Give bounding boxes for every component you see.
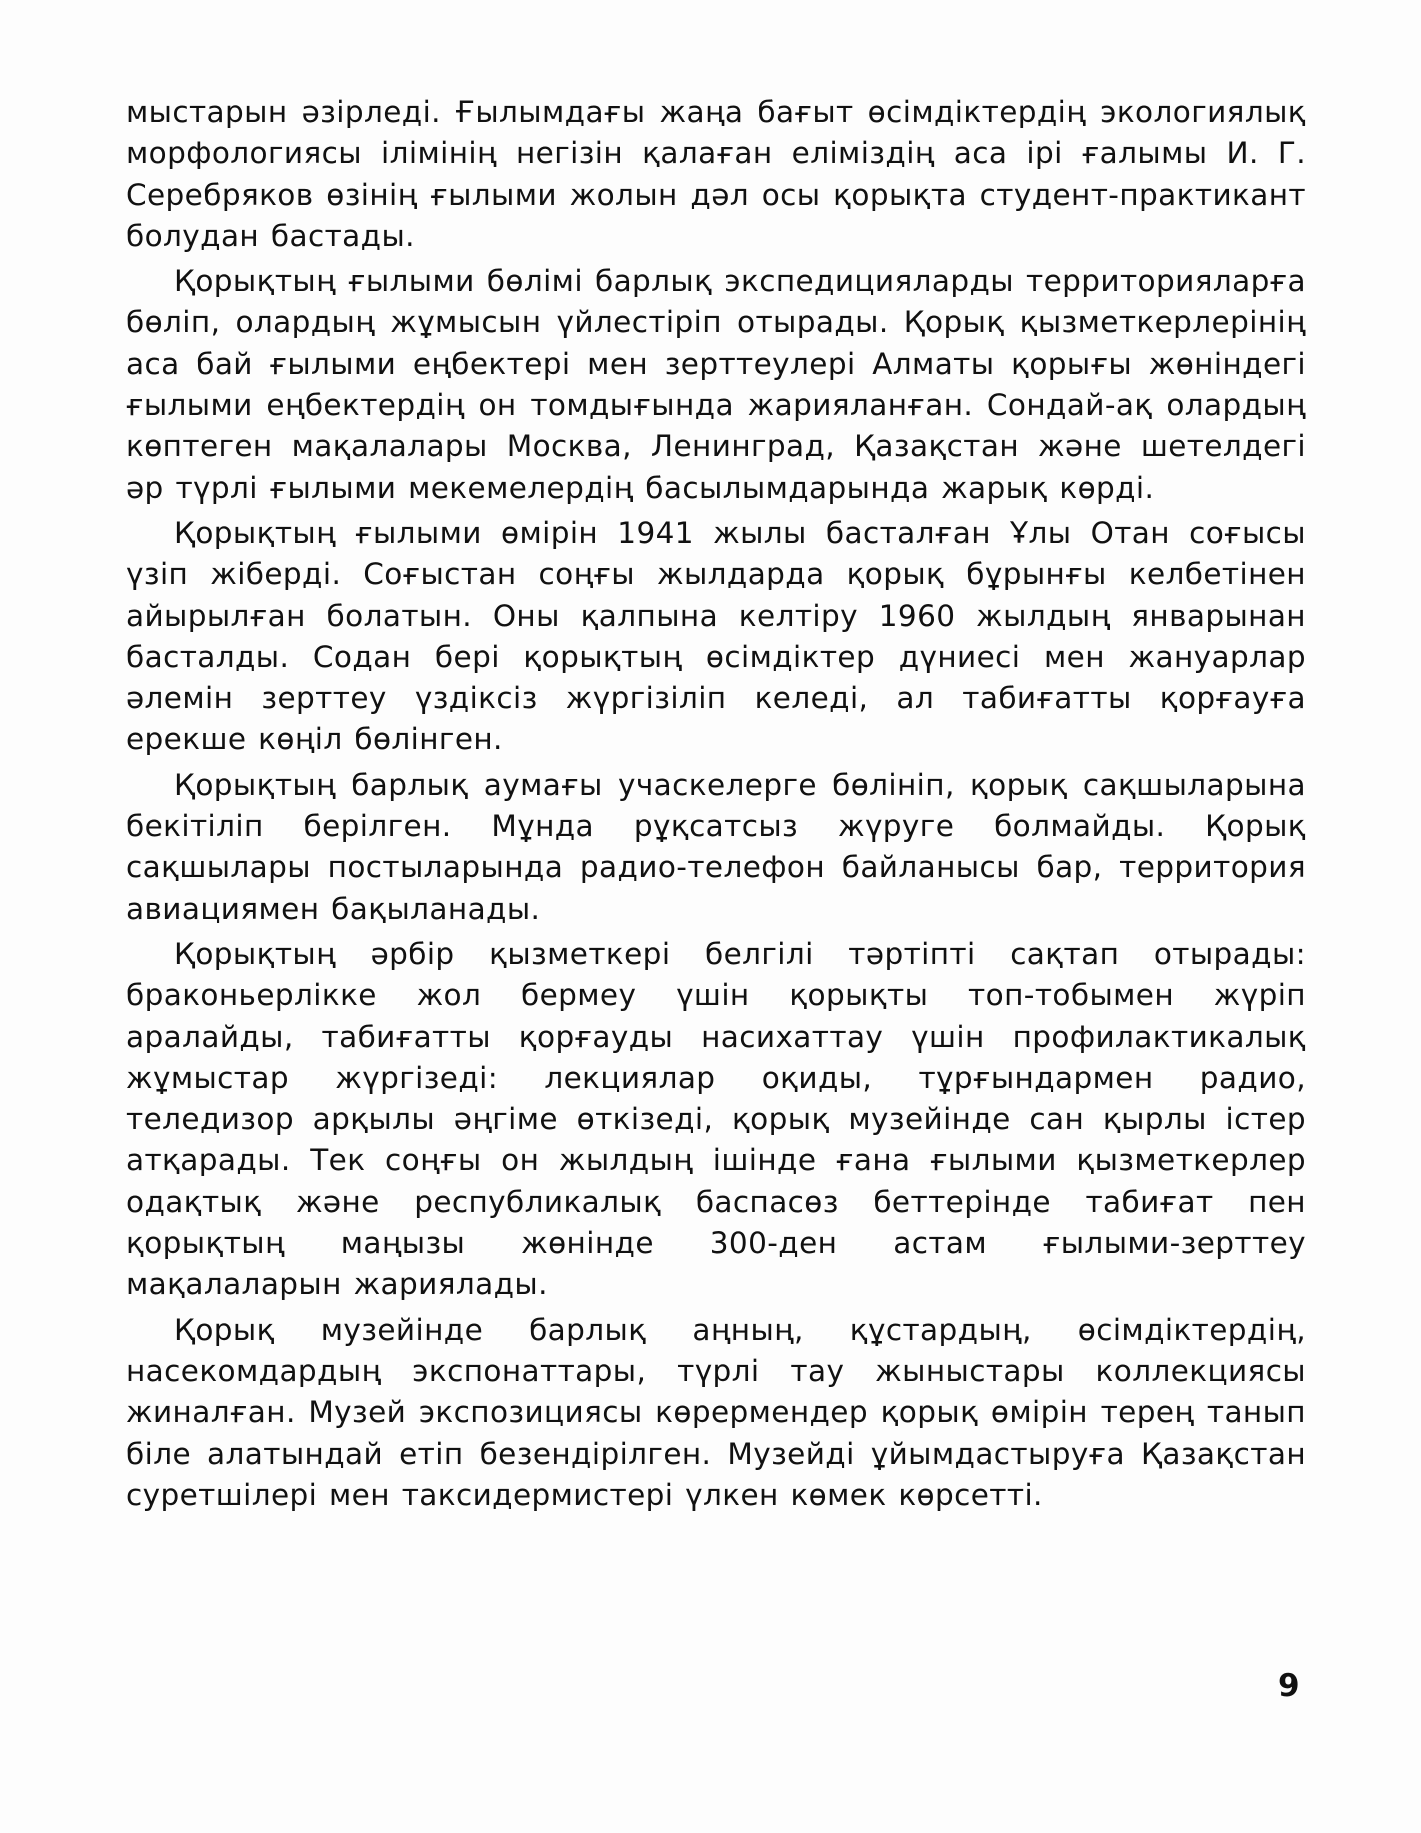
page-number: 9 bbox=[1278, 1668, 1300, 1704]
paragraph-1: мыстарын әзірледі. Ғылымдағы жаңа бағыт өсімдіктердің экологиялық морфологиясы ілімінің негізін қалаған еліміздің аса ірі ғалымы И. Г. Серебряков өзінің ғылыми жолын дәл осы қорықта студент-практикант болудан бастады. bbox=[126, 95, 1306, 253]
body-text bbox=[126, 92, 1306, 1516]
paragraph-3: Қорықтың ғылыми өмірін 1941 жылы басталған Ұлы Отан соғысы үзіп жіберді. Соғыстан соңғы жылдарда қорық бұрынғы келбетінен айырылған болатын. Оны қалпына келтіру 1960 жылдың январынан басталды. Содан бері қорықтың өсімдіктер дүниесі мен жануарлар әлемін зерттеу үздіксіз жүргізіліп келеді, ал табиғатты қорғауға ерекше көңіл бөлінген. bbox=[126, 515, 1306, 757]
paragraph-4: Қорықтың барлық аумағы учаскелерге бөлініп, қорық сақшыларына бекітіліп берілген. Мұнда рұқсатсыз жүруге болмайды. Қорық сақшылары постыларында радио-телефон байланысы бар, территория авиациямен бақыланады. bbox=[126, 767, 1306, 926]
paragraph-5: Қорықтың әрбір қызметкері белгілі тәртіпті сақтап отырады: браконьерлікке жол бермеу үшін қорықты топ-тобымен жүріп аралайды, табиғатты қорғауды насихаттау үшін профилактикалық жұмыстар жүргізеді: лекциялар оқиды, тұрғындармен радио, теледизор арқылы әңгіме өткізеді, қорық музейінде сан қырлы істер атқарады. Тек соңғы он жылдың ішінде ғана ғылыми қызметкерлер одақтық және республикалық баспасөз беттерінде табиғат пен қорықтың маңызы жөнінде 300-ден астам ғылыми-зерттеу мақалаларын жариялады. bbox=[126, 936, 1306, 1302]
paragraph-2: Қорықтың ғылыми бөлімі барлық экспедицияларды территорияларға бөліп, олардың жұмысын үйлестіріп отырады. Қорық қызметкерлерінің аса бай ғылыми еңбектері мен зерттеулері Алматы қорығы жөніндегі ғылыми еңбектердің он томдығында жарияланған. Сондай-ақ олардың көптеген мақалалары Москва, Ленинград, Қазақстан және шетелдегі әр түрлі ғылыми мекемелердің басылымдарында жарық көрді. bbox=[126, 264, 1306, 505]
paragraph-6: Қорық музейінде барлық аңның, құстардың, өсімдіктердің, насекомдардың экспонаттары, түрлі тау жыныстары коллекциясы жиналған. Музей экспозициясы көрермендер қорық өмірін терең танып біле алатындай етіп безендірілген. Музейді ұйымдастыруға Қазақстан суретшілері мен таксидермистері үлкен көмек көрсетті. bbox=[126, 1312, 1306, 1512]
